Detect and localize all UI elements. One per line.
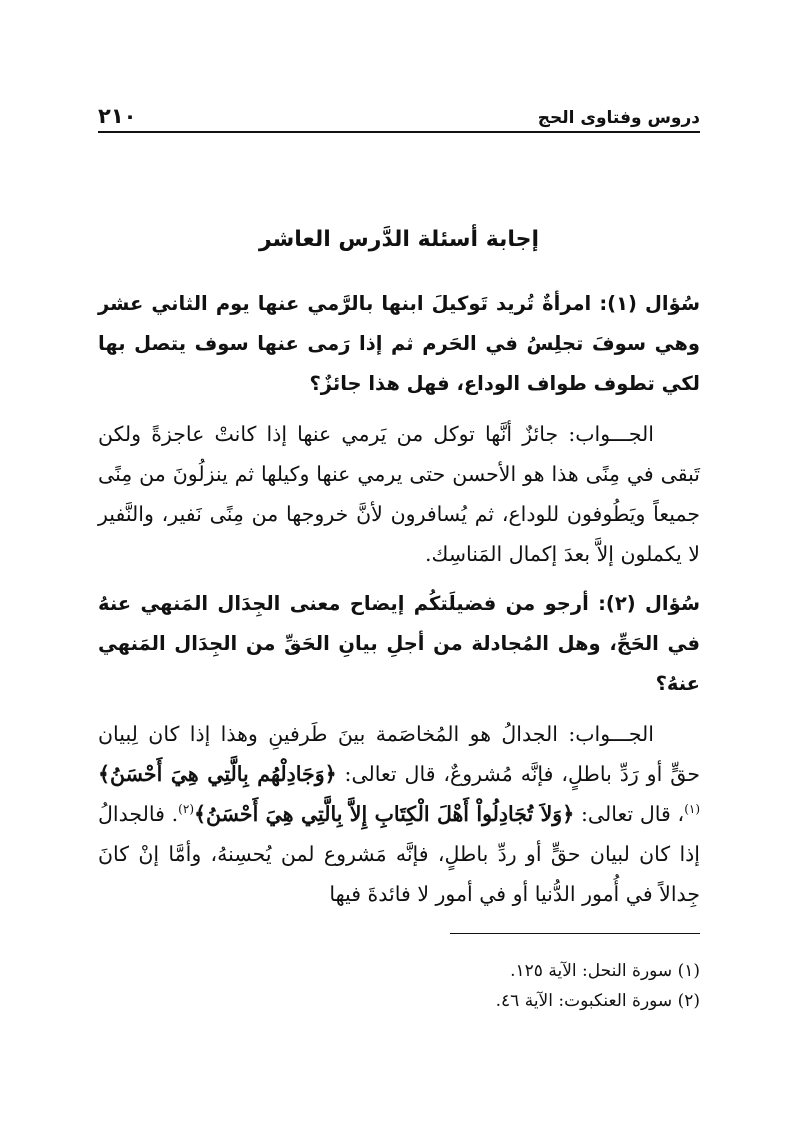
answer-1-text: جائزٌ أنَّها توكل من يَرمي عنها إذا كانتْ عاجزةً ولكن تَبقى في مِنًى هذا هو الأحسن حتى يرمي عنها وكيلها ثم ينزلُونَ من مِنًى جميعاً ويَطُوفون للوداع، ثم يُسافرون لأنَّ خروجها من مِنًى نَفير، والنَّفير لا يكملون إلاَّ بعدَ إكمال المَناسِك. (98, 422, 700, 566)
footnote-1: (١) سورة النحل: الآية ١٢٥. (510, 961, 700, 981)
question-2-label: سُؤال (٢): (598, 592, 700, 615)
answer-2-label: الجـــواب: (568, 722, 654, 746)
question-1-text: امرأةٌ تُريد تَوكيلَ ابنها بالرَّمي عنها يوم الثاني عشر وهي سوفَ تجلِسُ في الحَرم ثم إذا رَمى عنها سوف يتصل بها لكي تطوف طواف الوداع، فهل هذا جائزٌ؟ (98, 292, 700, 395)
answer-2-text-2: ، قال تعالى: (574, 802, 685, 826)
question-2 (98, 584, 700, 704)
lesson-title: إجابة أسئلة الدَّرس العاشر (258, 227, 540, 252)
footnote-divider (450, 933, 700, 934)
question-1 (98, 284, 700, 404)
answer-2 (98, 714, 700, 914)
question-1-label: سُؤال (١): (599, 292, 700, 315)
page-header (98, 88, 700, 133)
body-text (98, 284, 700, 924)
answer-1-label: الجـــواب: (568, 422, 654, 446)
footnote-ref-1[interactable]: (١) (684, 802, 701, 817)
footnotes (98, 956, 700, 1016)
answer-1 (98, 414, 700, 574)
question-2-text: أرجو من فضيلَتكُم إيضاح معنى الجِدَال المَنهي عنهُ في الحَجِّ، وهل المُجادلة من أجلِ بيانِ الحَقِّ من الجِدَال المَنهي عنهُ؟ (98, 592, 700, 695)
answer-2-text-1: الجدالُ هو المُخاصَمة بينَ طَرفينِ وهذا إذا كان لِبيان حقٍّ أو رَدِّ باطلٍ، فإنَّه مُشروعٌ، قال تعالى: (98, 722, 700, 786)
quran-verse-1: ﴿وَجَادِلْهُم بِالَّتِي هِيَ أَحْسَنُ﴾ (98, 762, 337, 786)
footnote-ref-2[interactable]: (٢) (178, 802, 194, 817)
answer-2-text-3: . فالجدالُ إذا كان لبيان حقٍّ أو ردِّ باطلٍ، فإنَّه مَشروع لمن يُحسِنهُ، وأمَّا إنْ كانَ جِدالاً في أُمور الدُّنيا أو في أمور لا فائدةَ فيها (98, 802, 700, 906)
running-title: دروس وفتاوى الحج (537, 108, 700, 128)
page-number: ٢١٠ (98, 104, 137, 128)
quran-verse-2: ﴿وَلاَ تُجَادِلُواْ أَهْلَ الْكِتَابِ إِلاَّ بِالَّتِي هِيَ أَحْسَنُ﴾ (194, 802, 575, 826)
footnote-2: (٢) سورة العنكبوت: الآية ٤٦. (495, 991, 700, 1011)
